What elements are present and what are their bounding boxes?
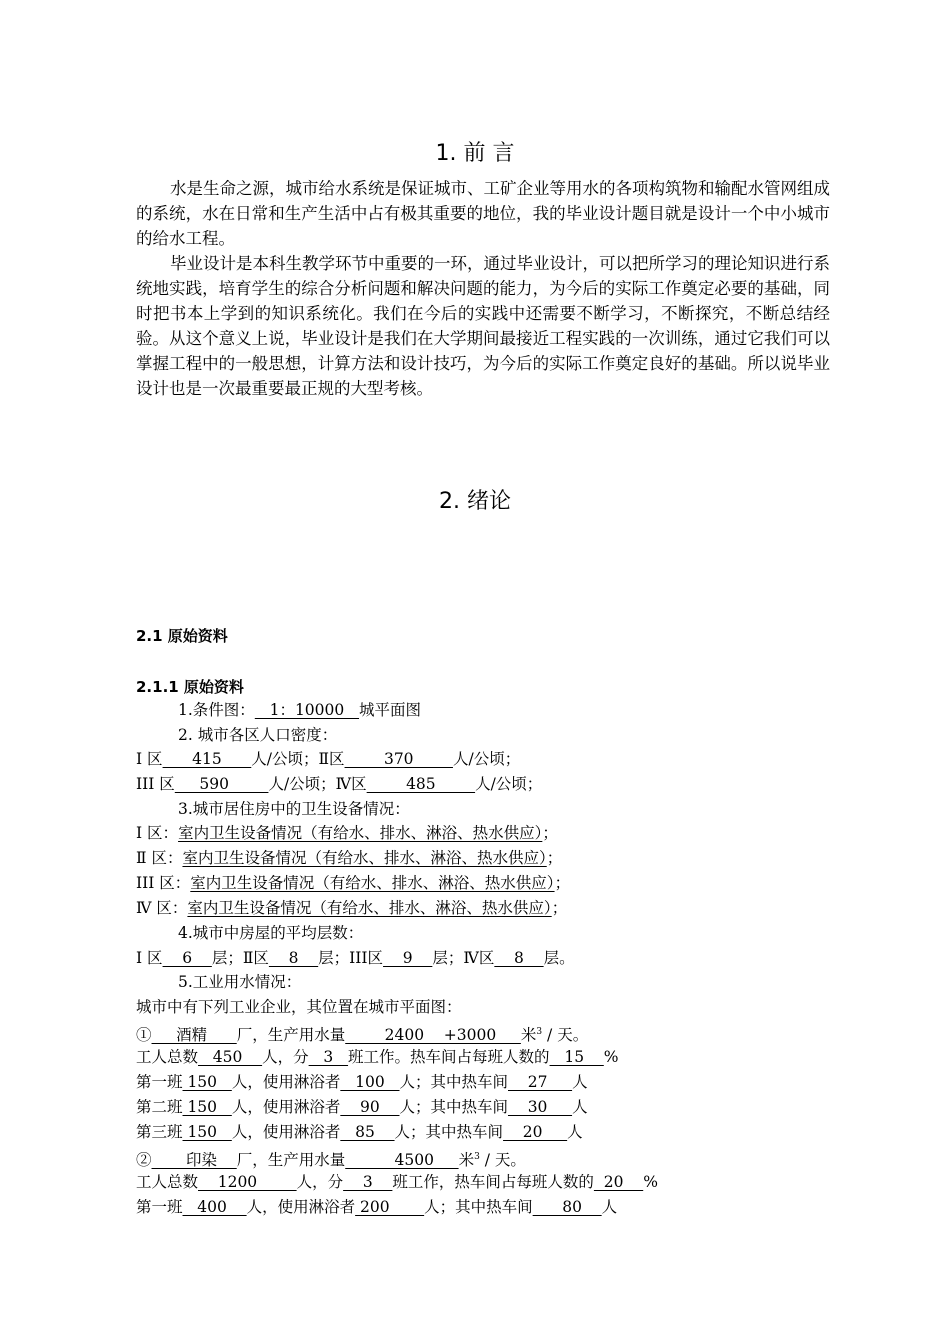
- preface-paragraph-2: 毕业设计是本科生教学环节中重要的一环，通过毕业设计，可以把所学习的理论知识进行系统地实践，培育学生的综合分析问题和解决问题的能力，为今后的实际工作奠定必要的基础，同时把书本上学到的知识系统化。我们在今后的实践中还需要不断学习，不断探究，不断总结经验。从这个意义上说，毕业设计是我们在大学期间最接近工程实践的一次训练，通过它我们可以掌握工程中的一般思想，计算方法和设计技巧，为今后的实际工作奠定良好的基础。所以说毕业设计也是一次最重要最正规的大型考核。: [136, 254, 830, 398]
- item-factory-1-workers: 工人总数 450 人，分 3 班工作。热车间占每班人数的 15 %: [136, 1048, 619, 1066]
- item-population-density-heading: 2. 城市各区人口密度：: [178, 726, 338, 744]
- item-map-condition: 1.条件图： 1：10000 城平面图: [178, 701, 422, 719]
- item-floors-heading: 4.城市中房屋的平均层数：: [178, 924, 364, 942]
- item-sanitary-zone-2: Ⅱ 区：室内卫生设备情况（有给水、排水、淋浴、热水供应）；: [136, 849, 563, 867]
- subsection-title: 2.1 原始资料: [136, 627, 228, 645]
- item-sanitary-zone-1: Ⅰ 区：室内卫生设备情况（有给水、排水、淋浴、热水供应）；: [136, 824, 558, 842]
- item-factory-1-shift-1: 第一班 150 人，使用淋浴者 100 人；其中热车间 27 人: [136, 1073, 588, 1091]
- item-factory-2-workers: 工人总数 1200 人，分 3 班工作，热车间占每班人数的 20 %: [136, 1173, 658, 1191]
- item-industrial-heading: 5.工业用水情况：: [178, 973, 302, 991]
- section-title-introduction: 2. 绪论: [439, 489, 511, 514]
- item-density-zone-3-4: III 区 590 人/公顷；Ⅳ区 485 人/公顷；: [136, 775, 543, 793]
- item-factory-1-shift-2: 第二班 150 人，使用淋浴者 90 人；其中热车间 30 人: [136, 1098, 588, 1116]
- item-factory-1-shift-3: 第三班 150 人，使用淋浴者 85 人；其中热车间 20 人: [136, 1123, 583, 1141]
- preface-paragraph-1: 水是生命之源，城市给水系统是保证城市、工矿企业等用水的各项构筑物和输配水管网组成的系统，水在日常和生产生活中占有极其重要的地位，我的毕业设计题目就是设计一个中小城市的给水工程。: [136, 179, 830, 248]
- section-title-preface: 1. 前 言: [435, 141, 515, 166]
- subsubsection-title: 2.1.1 原始资料: [136, 678, 244, 696]
- item-density-zone-1-2: Ⅰ 区 415 人/公顷；Ⅱ区 370 人/公顷；: [136, 750, 521, 768]
- item-factory-2: ② 印染 厂，生产用水量 4500 米$^3$ / 天。: [136, 1151, 526, 1170]
- item-sanitary-heading: 3.城市居住房中的卫生设备情况：: [178, 800, 410, 818]
- item-factory-1: ① 酒精 厂，生产用水量 2400 +3000 米$^3$ / 天。: [136, 1026, 589, 1045]
- item-sanitary-zone-4: Ⅳ 区：室内卫生设备情况（有给水、排水、淋浴、热水供应）；: [136, 899, 568, 917]
- item-sanitary-zone-3: III 区：室内卫生设备情况（有给水、排水、淋浴、热水供应）；: [136, 874, 571, 892]
- item-industrial-intro: 城市中有下列工业企业，其位置在城市平面图：: [136, 998, 462, 1016]
- item-floors-values: Ⅰ 区 6 层；Ⅱ区 8 层；III区 9 层；Ⅳ区 8 层。: [136, 949, 575, 967]
- item-factory-2-shift-1: 第一班 400 人，使用淋浴者 200 人；其中热车间 80 人: [136, 1198, 618, 1216]
